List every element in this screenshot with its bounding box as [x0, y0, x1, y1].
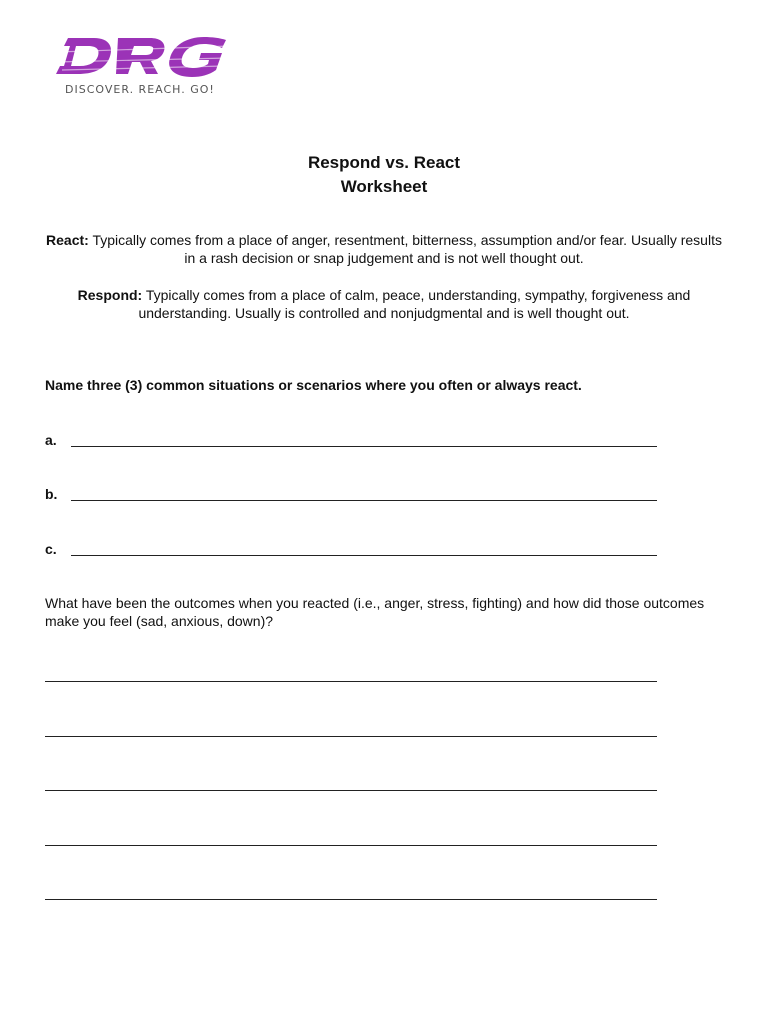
question-1-prompt: Name three (3) common situations or scenarios where you often or always react. — [45, 377, 582, 393]
answer-line[interactable] — [45, 681, 657, 682]
react-text: Typically comes from a place of anger, resentment, bitterness, assumption and/or fear. Usually results in a rash decision or snap judgement and is not well thought out. — [92, 232, 722, 266]
title-line-2: Worksheet — [340, 177, 428, 196]
brand-tagline: DISCOVER. REACH. GO! — [65, 83, 215, 96]
item-label: b. — [45, 486, 58, 502]
answer-item-a[interactable] — [45, 431, 657, 451]
respond-term: Respond: — [77, 287, 143, 303]
answer-line[interactable] — [71, 446, 657, 447]
respond-definition — [40, 286, 728, 322]
answer-line[interactable] — [45, 790, 657, 791]
worksheet-title — [0, 151, 768, 199]
item-label: c. — [45, 541, 57, 557]
answer-line[interactable] — [45, 845, 657, 846]
answer-line[interactable] — [45, 899, 657, 900]
answer-line[interactable] — [71, 500, 657, 501]
question-2-prompt: What have been the outcomes when you reacted (i.e., anger, stress, fighting) and how did those outcomes make you feel (sad, anxious, down)? — [45, 595, 705, 629]
title-line-1: Respond vs. React — [307, 153, 461, 172]
answer-line[interactable] — [45, 736, 657, 737]
answer-item-c[interactable] — [45, 540, 657, 560]
react-term: React: — [46, 232, 89, 248]
item-label: a. — [45, 432, 57, 448]
drg-logo-mark — [54, 34, 234, 84]
answer-item-b[interactable] — [45, 485, 657, 505]
answer-line[interactable] — [71, 555, 657, 556]
react-definition — [40, 231, 728, 267]
respond-text: Typically comes from a place of calm, peace, understanding, sympathy, forgiveness and understanding. Usually is controlled and nonjudgmental and is well thought out. — [138, 287, 691, 321]
